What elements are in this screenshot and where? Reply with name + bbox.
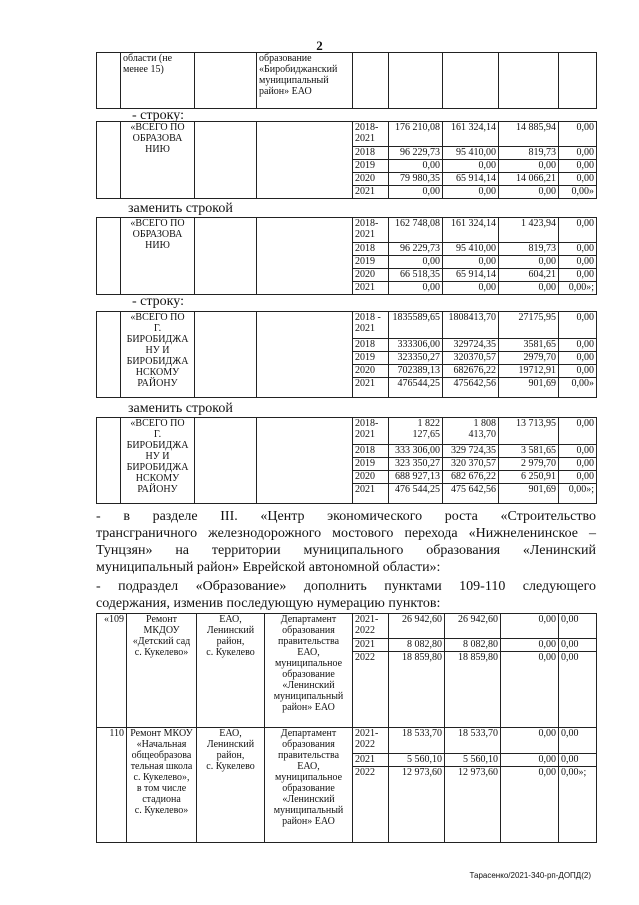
cell-empty [389,53,443,109]
cell-federal: 0,00 [443,256,499,269]
cell-name: «ВСЕГО ПО Г. БИРОБИДЖА НУ И БИРОБИДЖА НСКОМУ РАЙОНУ [121,312,195,398]
cell-regional: 901,69 [499,484,559,504]
cell-federal: 161 324,14 [443,218,499,243]
cell-federal: 18 533,70 [445,728,501,754]
cell-other: 0,00 [559,256,597,269]
cell-regional: 0,00 [501,614,559,639]
cell-item-location: ЕАО, Ленинский район, с. Кукелево [197,614,265,728]
cell-regional: 14 066,21 [499,173,559,186]
cell-item-executor: Департамент образования правительства ЕАО, муниципальное образование «Ленинский муниципальный район» ЕАО [265,614,353,728]
cell-year: 2022 [353,652,389,728]
table-row [97,728,597,754]
cell-regional: 0,00 [499,160,559,173]
cell-total: 18 859,80 [389,652,445,728]
cell-region-text: области (не менее 15) [121,53,195,109]
cell-total: 8 082,80 [389,639,445,652]
cell-federal: 329724,35 [443,339,499,352]
table-row [97,122,597,147]
cell-empty [559,53,597,109]
cell-empty [195,312,257,398]
cell-federal: 0,00 [443,282,499,295]
cell-year: 2021 [353,639,389,652]
cell-empty [257,122,353,199]
cell-total: 0,00 [389,160,443,173]
cell-regional: 13 713,95 [499,418,559,445]
cell-other: 0,00 [559,269,597,282]
cell-total: 0,00 [389,256,443,269]
cell-total: 702389,13 [389,365,443,378]
cell-total: 323350,27 [389,352,443,365]
cell-total: 0,00 [389,186,443,199]
cell-other: 0,00 [559,218,597,243]
cell-total: 5 560,10 [389,754,445,767]
cell-regional: 1 423,94 [499,218,559,243]
cell-empty [353,53,389,109]
cell-empty [97,312,121,398]
cell-federal: 8 082,80 [445,639,501,652]
cell-year: 2018 [353,147,389,160]
cell-total: 176 210,08 [389,122,443,147]
cell-federal: 65 914,14 [443,173,499,186]
cell-empty [257,312,353,398]
cell-federal: 475642,56 [443,378,499,398]
cell-regional: 27175,95 [499,312,559,339]
cell-regional: 3581,65 [499,339,559,352]
cell-year: 2021- 2022 [353,614,389,639]
cell-year: 2018 [353,445,389,458]
cell-year: 2019 [353,256,389,269]
cell-regional: 2979,70 [499,352,559,365]
cell-other: 0,00»; [559,484,597,504]
cell-federal: 682 676,22 [443,471,499,484]
cell-other: 0,00 [559,243,597,256]
cell-regional: 0,00 [501,728,559,754]
cell-total: 1 822 127,65 [389,418,443,445]
cell-regional: 0,00 [501,754,559,767]
cell-other: 0,00» [559,186,597,199]
cell-federal: 475 642,56 [443,484,499,504]
cell-item-executor: Департамент образования правительства ЕАО, муниципальное образование «Ленинский муниципальный район» ЕАО [265,728,353,843]
cell-total: 476544,25 [389,378,443,398]
cell-other: 0,00 [559,639,597,652]
cell-federal: 26 942,60 [445,614,501,639]
cell-year: 2020 [353,471,389,484]
cell-other: 0,00 [559,365,597,378]
cell-other: 0,00»; [559,282,597,295]
cell-regional: 0,00 [499,256,559,269]
cell-item-number: «109 [97,614,127,728]
cell-year: 2018- 2021 [353,418,389,445]
cell-name: «ВСЕГО ПО ОБРАЗОВА НИЮ [121,122,195,199]
cell-empty [499,53,559,109]
cell-federal: 0,00 [443,160,499,173]
cell-federal: 1 808 413,70 [443,418,499,445]
cell-other: 0,00 [559,728,597,754]
cell-year: 2019 [353,352,389,365]
cell-year: 2018- 2021 [353,122,389,147]
cell-total: 1835589,65 [389,312,443,339]
cell-other: 0,00 [559,754,597,767]
cell-empty [195,418,257,504]
cell-total: 18 533,70 [389,728,445,754]
cell-year: 2021 [353,186,389,199]
cell-name: «ВСЕГО ПО ОБРАЗОВА НИЮ [121,218,195,295]
cell-federal: 18 859,80 [445,652,501,728]
section-iii-paragraph: - в разделе III. «Центр экономического роста «Строительство трансграничного железнодорожного мостового перехода «Нижнеленинское – Тунцзян» на территории муниципального образования «Ленинский муниципальный район» Еврейской автономной области»: [96,509,596,575]
cell-federal: 329 724,35 [443,445,499,458]
cell-other: 0,00 [559,418,597,445]
cell-total: 96 229,73 [389,243,443,256]
cell-regional: 0,00 [501,767,559,843]
label-replace-with: заменить строкой [128,401,233,416]
table-row [97,614,597,639]
cell-empty [195,218,257,295]
cell-other: 0,00 [559,458,597,471]
cell-year: 2021 [353,282,389,295]
cell-other: 0,00 [559,173,597,186]
cell-total: 79 980,35 [389,173,443,186]
cell-federal: 1808413,70 [443,312,499,339]
cell-regional: 0,00 [499,282,559,295]
label-replace-row: - строку: [132,294,184,309]
cell-year: 2018 [353,339,389,352]
table-row [97,418,597,445]
cell-regional: 0,00 [501,639,559,652]
cell-federal: 12 973,60 [445,767,501,843]
cell-regional: 19712,91 [499,365,559,378]
cell-empty [257,218,353,295]
cell-year: 2019 [353,458,389,471]
cell-total: 26 942,60 [389,614,445,639]
subsection-education-paragraph: - подраздел «Образование» дополнить пунктами 109-110 следующего содержания, изменив последующую нумерацию пунктов: [96,579,596,611]
cell-name: «ВСЕГО ПО Г. БИРОБИДЖА НУ И БИРОБИДЖА НСКОМУ РАЙОНУ [121,418,195,504]
cell-year: 2022 [353,767,389,843]
cell-federal: 682676,22 [443,365,499,378]
cell-total: 162 748,08 [389,218,443,243]
cell-federal: 320 370,57 [443,458,499,471]
cell-empty [97,53,121,109]
cell-total: 323 350,27 [389,458,443,471]
cell-federal: 161 324,14 [443,122,499,147]
cell-year: 2018 - 2021 [353,312,389,339]
cell-year: 2021 [353,484,389,504]
cell-regional: 819,73 [499,147,559,160]
cell-regional: 0,00 [499,186,559,199]
cell-regional: 819,73 [499,243,559,256]
cell-year: 2020 [353,173,389,186]
cell-total: 0,00 [389,282,443,295]
cell-regional: 6 250,91 [499,471,559,484]
cell-other: 0,00 [559,160,597,173]
cell-empty [195,53,257,109]
cell-empty [97,218,121,295]
cell-other: 0,00 [559,445,597,458]
cell-other: 0,00 [559,614,597,639]
cell-year: 2021 [353,754,389,767]
cell-regional: 3 581,65 [499,445,559,458]
table-row [97,312,597,339]
cell-regional: 0,00 [501,652,559,728]
page-number: 2 [316,38,323,53]
cell-other: 0,00 [559,339,597,352]
cell-regional: 2 979,70 [499,458,559,471]
cell-regional: 901,69 [499,378,559,398]
cell-federal: 95 410,00 [443,243,499,256]
cell-other: 0,00 [559,352,597,365]
cell-year: 2018- 2021 [353,218,389,243]
cell-year: 2020 [353,365,389,378]
cell-federal: 0,00 [443,186,499,199]
cell-federal: 65 914,14 [443,269,499,282]
cell-municipality-text: образование «Биробиджанский муниципальный район» ЕАО [257,53,353,109]
cell-federal: 5 560,10 [445,754,501,767]
cell-year: 2020 [353,269,389,282]
cell-year: 2021- 2022 [353,728,389,754]
cell-other: 0,00 [559,312,597,339]
cell-total: 476 544,25 [389,484,443,504]
cell-year: 2021 [353,378,389,398]
cell-item-location: ЕАО, Ленинский район, с. Кукелево [197,728,265,843]
cell-empty [97,122,121,199]
cell-other: 0,00»; [559,767,597,843]
cell-federal: 95 410,00 [443,147,499,160]
cell-total: 96 229,73 [389,147,443,160]
cell-year: 2019 [353,160,389,173]
cell-total: 333306,00 [389,339,443,352]
label-replace-with: заменить строкой [128,201,233,216]
top-continuation-table [96,52,597,109]
cell-other: 0,00» [559,378,597,398]
footer-reference: Тарасенко/2021-340-рп-ДОПД(2) [469,871,591,880]
cell-year: 2018 [353,243,389,256]
cell-empty [195,122,257,199]
cell-total: 333 306,00 [389,445,443,458]
label-replace-row: - строку: [132,108,184,123]
cell-regional: 604,21 [499,269,559,282]
cell-other: 0,00 [559,122,597,147]
cell-federal: 320370,57 [443,352,499,365]
cell-other: 0,00 [559,652,597,728]
cell-total: 688 927,13 [389,471,443,484]
cell-item-number: 110 [97,728,127,843]
cell-regional: 14 885,94 [499,122,559,147]
table-row [97,218,597,243]
cell-empty [257,418,353,504]
cell-empty [97,418,121,504]
cell-total: 66 518,35 [389,269,443,282]
cell-item-name: Ремонт МКДОУ «Детский сад с. Кукелево» [127,614,197,728]
cell-other: 0,00 [559,147,597,160]
cell-total: 12 973,60 [389,767,445,843]
cell-other: 0,00 [559,471,597,484]
cell-item-name: Ремонт МКОУ «Начальная общеобразова тельная школа с. Кукелево», в том числе стадиона с. Кукелево» [127,728,197,843]
cell-empty [443,53,499,109]
